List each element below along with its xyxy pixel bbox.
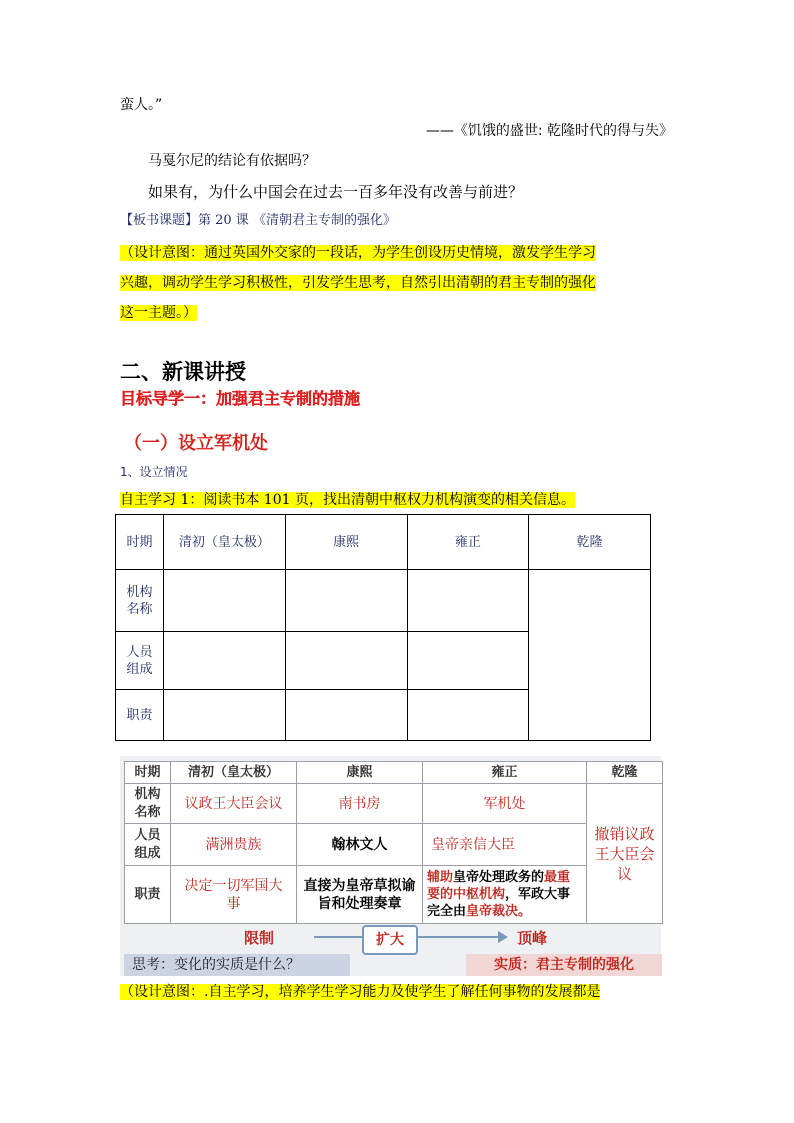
table-cell[interactable] <box>407 570 529 632</box>
intro-line: 蛮人。” <box>120 97 163 113</box>
table-cell[interactable] <box>285 690 407 741</box>
quote-source: ——《饥饿的盛世: 乾隆时代的得与失》 <box>425 123 673 139</box>
table-cell[interactable] <box>164 570 286 632</box>
think-box: 思考：变化的实质是什么？ <box>124 954 350 976</box>
row-label: 人员组成 <box>125 824 171 866</box>
row-label: 职责 <box>125 866 171 924</box>
table-cell[interactable] <box>164 690 286 741</box>
member-cell: 皇帝亲信大臣 <box>423 824 587 866</box>
flow-mid: 扩大 <box>362 925 418 955</box>
row-label: 机构名称 <box>125 784 171 824</box>
header-cell: 雍正 <box>423 762 587 784</box>
design-intent-2: （设计意图：.自主学习，培养学生学习能力及使学生了解任何事物的发展都是 <box>120 984 601 1000</box>
design-intent-line: 这一主题。） <box>120 305 197 321</box>
design-intent-1 <box>120 238 596 328</box>
table-cell[interactable] <box>529 570 651 741</box>
flow-right: 顶峰 <box>517 929 548 947</box>
header-cell: 清初（皇太极） <box>164 515 286 570</box>
org-cell: 军机处 <box>423 784 587 824</box>
header-cell: 时期 <box>125 762 171 784</box>
flow-left: 限制 <box>244 929 275 947</box>
self-study-task: 自主学习 1：阅读书本 101 页，找出清朝中枢权力机构演变的相关信息。 <box>120 492 575 508</box>
header-cell: 清初（皇太极） <box>171 762 297 784</box>
table-cell[interactable] <box>164 632 286 690</box>
item-heading: 1、设立情况 <box>120 465 188 479</box>
header-cell: 康熙 <box>285 515 407 570</box>
header-cell: 康熙 <box>297 762 423 784</box>
duty-cell: 直接为皇帝草拟谕旨和处理奏章 <box>297 866 423 924</box>
arrow-right-icon <box>498 931 508 943</box>
table-cell[interactable] <box>407 632 529 690</box>
question-2: 如果有，为什么中国会在过去一百多年没有改善与前进？ <box>148 183 524 201</box>
header-cell: 乾隆 <box>587 762 663 784</box>
member-cell: 满洲贵族 <box>171 824 297 866</box>
essence-box: 实质：君主专制的强化 <box>466 954 662 976</box>
board-title: 【板书课题】第 20 课 《清朝君主专制的强化》 <box>120 213 396 228</box>
table-cell[interactable] <box>285 570 407 632</box>
question-1: 马戛尔尼的结论有依据吗？ <box>148 153 316 169</box>
qianlong-cell: 撤销议政王大臣会议 <box>587 784 663 924</box>
header-cell: 雍正 <box>407 515 529 570</box>
org-cell: 南书房 <box>297 784 423 824</box>
row-label: 职责 <box>116 690 164 741</box>
header-cell: 乾隆 <box>529 515 651 570</box>
subsection-heading: （一）设立军机处 <box>124 433 268 454</box>
empty-info-table <box>115 514 651 741</box>
section-heading: 二、新课讲授 <box>120 360 246 384</box>
table-cell[interactable] <box>285 632 407 690</box>
row-label: 机构名称 <box>116 570 164 632</box>
duty-cell: 决定一切军国大事 <box>171 866 297 924</box>
design-intent-line: 兴趣，调动学生学习积极性，引发学生思考，自然引出清朝的君主专制的强化 <box>120 275 596 291</box>
goal-heading: 目标导学一：加强君主专制的措施 <box>120 389 361 408</box>
member-cell: 翰林文人 <box>297 824 423 866</box>
row-label: 人员组成 <box>116 632 164 690</box>
answer-table <box>124 761 663 924</box>
design-intent-line: （设计意图：通过英国外交家的一段话，为学生创设历史情境，激发学生学习 <box>120 245 596 261</box>
duty-cell: 辅助皇帝处理政务的最重要的中枢机构，军政大事完全由皇帝裁决。 <box>423 866 587 924</box>
org-cell: 议政王大臣会议 <box>171 784 297 824</box>
header-cell: 时期 <box>116 515 164 570</box>
table-cell[interactable] <box>407 690 529 741</box>
